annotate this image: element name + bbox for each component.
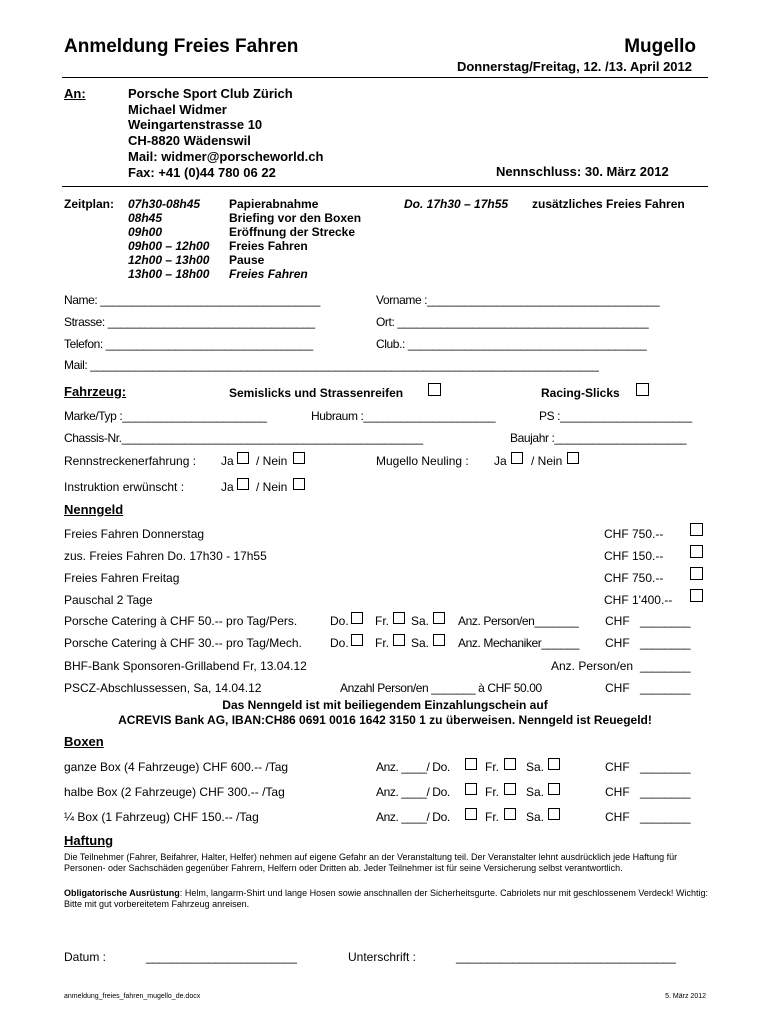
- instruction-no-checkbox[interactable]: [293, 478, 305, 490]
- address-line: Michael Widmer: [128, 101, 227, 117]
- schedule-activity: Briefing vor den Boxen: [229, 211, 362, 226]
- header-divider: [62, 77, 708, 78]
- fee-item-label: Pauschal 2 Tage: [64, 593, 153, 607]
- schedule-activities: [229, 197, 361, 282]
- schedule-label: Zeitplan:: [64, 197, 114, 211]
- fee-extra-session-checkbox[interactable]: [690, 545, 703, 558]
- form-title: Anmeldung Freies Fahren: [64, 36, 299, 57]
- schedule-activity: Freies Fahren: [229, 239, 308, 254]
- fee-two-days-checkbox[interactable]: [690, 589, 703, 602]
- catering-pers-do-checkbox[interactable]: [351, 612, 363, 624]
- catering-mech-fr-checkbox[interactable]: [393, 634, 405, 646]
- no-label: / Nein: [256, 454, 288, 468]
- closing-dinner-label: PSCZ-Abschlussessen, Sa, 14.04.12: [64, 681, 262, 695]
- schedule-activity: Papierabnahme: [229, 197, 319, 211]
- fee-item-price: CHF 150.--: [604, 549, 664, 563]
- semislicks-checkbox[interactable]: [428, 383, 441, 396]
- telefon-field[interactable]: Telefon: _________________________________: [64, 337, 313, 351]
- track-experience-label: Rennstreckenerfahrung :: [64, 454, 197, 468]
- box-quarter-do-checkbox[interactable]: [465, 808, 477, 820]
- fee-item-price: CHF 750.--: [604, 527, 664, 541]
- catering-pers-label: Porsche Catering à CHF 50.-- pro Tag/Pers.: [64, 614, 298, 628]
- no-label: / Nein: [256, 480, 288, 494]
- schedule-time: 12h00 – 13h00: [128, 253, 210, 268]
- schedule-time: 08h45: [128, 211, 163, 226]
- box-quarter-sa-checkbox[interactable]: [548, 808, 560, 820]
- equipment-text: : Helm, langarm-Shirt und lange Hosen sowie anschnallen der Sicherheitsgurte. Cabriolets nur mit geschlossenem Verdeck! Wichtig: Bitte mit gut vorbereitetem Fahrzeug anreisen.: [64, 888, 708, 909]
- box-item-label: ¼ Box (1 Fahrzeug) CHF 150.-- /Tag: [64, 810, 259, 824]
- vehicle-heading: Fahrzeug:: [64, 384, 127, 399]
- day-label-do: Do.: [330, 636, 349, 650]
- liability-text: Die Teilnehmer (Fahrer, Beifahrer, Halter, Helfer) nehmen auf eigene Gefahr an der Veranstaltung teil. Der Veranstalter lehnt ausdrücklich jede Haftung für Personen- oder Sachschäden gegenüber Fahrern, Helfern oder Dritten ab. Jeder Teilnehmer ist für seine Versicherung selbst verantwortlich.: [64, 852, 678, 873]
- track-experience-no-checkbox[interactable]: [293, 452, 305, 464]
- address-line: Mail: widmer@porscheworld.ch: [128, 148, 324, 164]
- yes-label: Ja: [221, 454, 234, 468]
- schedule-activity: Pause: [229, 253, 265, 268]
- catering-pers-fr-checkbox[interactable]: [393, 612, 405, 624]
- racing-slicks-label: Racing-Slicks: [541, 386, 620, 400]
- recipient-address: [128, 86, 323, 180]
- fee-item-label: Freies Fahren Donnerstag: [64, 527, 205, 541]
- schedule-activity: Freies Fahren: [229, 267, 308, 282]
- strasse-field[interactable]: Strasse: _________________________________: [64, 315, 315, 329]
- signature-field[interactable]: ___________________________________: [456, 950, 676, 964]
- racing-slicks-checkbox[interactable]: [636, 383, 649, 396]
- liability-heading: Haftung: [64, 833, 114, 848]
- schedule-time: 09h00 – 12h00: [128, 239, 210, 254]
- track-experience-yes-checkbox[interactable]: [237, 452, 249, 464]
- mugello-newcomer-no-checkbox[interactable]: [567, 452, 579, 464]
- grill-count-field[interactable]: ________: [640, 659, 691, 673]
- extra-session-time: Do. 17h30 – 17h55: [404, 197, 509, 211]
- venue-title: Mugello: [624, 36, 696, 57]
- day-label-sa: Sa.: [526, 810, 545, 824]
- day-label-sa: Sa.: [526, 760, 545, 774]
- instruction-yes-checkbox[interactable]: [237, 478, 249, 490]
- grill-count-label: Anz. Person/en: [551, 659, 634, 673]
- marke-typ-field[interactable]: Marke/Typ :_______________________: [64, 409, 267, 423]
- box-item-label: ganze Box (4 Fahrzeuge) CHF 600.-- /Tag: [64, 760, 289, 774]
- box-full-sa-checkbox[interactable]: [548, 758, 560, 770]
- catering-mech-amount-field[interactable]: ________: [640, 636, 691, 650]
- currency-label: CHF: [605, 785, 630, 799]
- semislicks-label: Semislicks und Strassenreifen: [229, 386, 404, 400]
- catering-mech-do-checkbox[interactable]: [351, 634, 363, 646]
- no-label: / Nein: [531, 454, 563, 468]
- address-line: Fax: +41 (0)44 780 06 22: [128, 164, 276, 180]
- box-half-sa-checkbox[interactable]: [548, 783, 560, 795]
- baujahr-field[interactable]: Baujahr :_____________________: [510, 431, 687, 445]
- schedule-time: 13h00 – 18h00: [128, 267, 210, 282]
- currency-label: CHF: [605, 810, 630, 824]
- address-line: Porsche Sport Club Zürich: [128, 86, 293, 101]
- currency-label: CHF: [605, 760, 630, 774]
- grill-evening-label: BHF-Bank Sponsoren-Grillabend Fr, 13.04.12: [64, 659, 307, 673]
- address-line: CH-8820 Wädenswil: [128, 133, 251, 149]
- ort-field[interactable]: Ort: ________________________________________: [376, 315, 649, 329]
- box-quarter-fr-checkbox[interactable]: [504, 808, 516, 820]
- currency-label: CHF: [605, 681, 630, 695]
- fee-item-label: Freies Fahren Freitag: [64, 571, 180, 585]
- closing-dinner-amount-field[interactable]: ________: [640, 681, 691, 695]
- currency-label: CHF: [605, 636, 630, 650]
- day-label-fr: Fr.: [485, 810, 499, 824]
- ps-field[interactable]: PS :_____________________: [539, 409, 692, 423]
- boxes-heading: Boxen: [64, 734, 104, 749]
- registration-deadline: Nennschluss: 30. März 2012: [496, 164, 669, 179]
- catering-pers-amount-field[interactable]: ________: [640, 614, 691, 628]
- fees-heading: Nenngeld: [64, 502, 124, 517]
- day-label-fr: Fr.: [375, 636, 389, 650]
- box-quarter-amount-field[interactable]: ________: [640, 810, 691, 824]
- day-label-fr: Fr.: [485, 785, 499, 799]
- event-dates: Donnerstag/Freitag, 12. /13. April 2012: [456, 59, 692, 74]
- day-label-fr: Fr.: [375, 614, 389, 628]
- day-label-sa: Sa.: [526, 785, 545, 799]
- extra-session-label: zusätzliches Freies Fahren: [532, 197, 685, 211]
- footer-date: 5. März 2012: [665, 993, 706, 1000]
- mugello-newcomer-yes-checkbox[interactable]: [511, 452, 523, 464]
- schedule-time: 09h00: [128, 225, 163, 240]
- hubraum-field[interactable]: Hubraum :_____________________: [311, 409, 496, 423]
- yes-label: Ja: [494, 454, 507, 468]
- name-field[interactable]: Name: ___________________________________: [64, 293, 320, 307]
- footer-filename: anmeldung_freies_fahren_mugello_de.docx: [64, 993, 201, 1000]
- signature-label: Unterschrift :: [348, 950, 417, 964]
- box-half-do-checkbox[interactable]: [465, 783, 477, 795]
- box-half-amount-field[interactable]: ________: [640, 785, 691, 799]
- chassis-nr-field[interactable]: Chassis-Nr.________________________________________________: [64, 431, 423, 445]
- fee-thursday-checkbox[interactable]: [690, 523, 703, 536]
- day-label-fr: Fr.: [485, 760, 499, 774]
- day-label-sa: Sa.: [411, 636, 430, 650]
- box-quarter-count-field[interactable]: Anz. ____/ Do.: [376, 810, 450, 824]
- schedule-times: [128, 197, 209, 282]
- closing-dinner-count-field[interactable]: Anzahl Person/en _______ à CHF 50.00: [340, 681, 542, 695]
- schedule-activity: Eröffnung der Strecke: [229, 225, 356, 240]
- address-divider: [62, 186, 708, 187]
- club-field[interactable]: Club.: ______________________________________: [376, 337, 647, 351]
- mugello-newcomer-label: Mugello Neuling :: [376, 454, 469, 468]
- fee-item-label: zus. Freies Fahren Do. 17h30 - 17h55: [64, 549, 267, 563]
- currency-label: CHF: [605, 614, 630, 628]
- mail-field[interactable]: Mail: _________________________________________________________________________________: [64, 358, 599, 372]
- payment-notice: Das Nenngeld ist mit beiliegendem Einzahlungschein auf: [222, 698, 548, 712]
- catering-mech-sa-checkbox[interactable]: [433, 634, 445, 646]
- box-full-amount-field[interactable]: ________: [640, 760, 691, 774]
- schedule-time: 07h30-08h45: [128, 197, 201, 211]
- instruction-label: Instruktion erwünscht :: [64, 480, 185, 494]
- catering-mech-count-field[interactable]: Anz. Mechaniker______: [458, 636, 580, 650]
- day-label-do: Do.: [330, 614, 349, 628]
- catering-mech-label: Porsche Catering à CHF 30.-- pro Tag/Mech.: [64, 636, 302, 650]
- box-item-label: halbe Box (2 Fahrzeuge) CHF 300.-- /Tag: [64, 785, 285, 799]
- equipment-paragraph: [64, 888, 708, 910]
- day-label-sa: Sa.: [411, 614, 430, 628]
- payment-bank-details: ACREVIS Bank AG, IBAN:CH86 0691 0016 1642 3150 1 zu überweisen. Nenngeld ist Reuegeld!: [118, 713, 652, 727]
- box-half-count-field[interactable]: Anz. ____/ Do.: [376, 785, 450, 799]
- catering-pers-count-field[interactable]: Anz. Person/en_______: [458, 614, 579, 628]
- address-label: An:: [64, 86, 86, 101]
- box-full-do-checkbox[interactable]: [465, 758, 477, 770]
- box-full-count-field[interactable]: Anz. ____/ Do.: [376, 760, 450, 774]
- box-full-fr-checkbox[interactable]: [504, 758, 516, 770]
- equipment-label: Obligatorische Ausrüstung: [64, 888, 180, 898]
- yes-label: Ja: [221, 480, 234, 494]
- catering-pers-sa-checkbox[interactable]: [433, 612, 445, 624]
- vorname-field[interactable]: Vorname :_____________________________________: [376, 293, 660, 307]
- date-label: Datum :: [64, 950, 107, 964]
- box-half-fr-checkbox[interactable]: [504, 783, 516, 795]
- fee-friday-checkbox[interactable]: [690, 567, 703, 580]
- fee-item-price: CHF 750.--: [604, 571, 664, 585]
- address-line: Weingartenstrasse 10: [128, 117, 263, 133]
- fee-item-price: CHF 1'400.--: [604, 593, 673, 607]
- date-field[interactable]: ________________________: [146, 950, 297, 964]
